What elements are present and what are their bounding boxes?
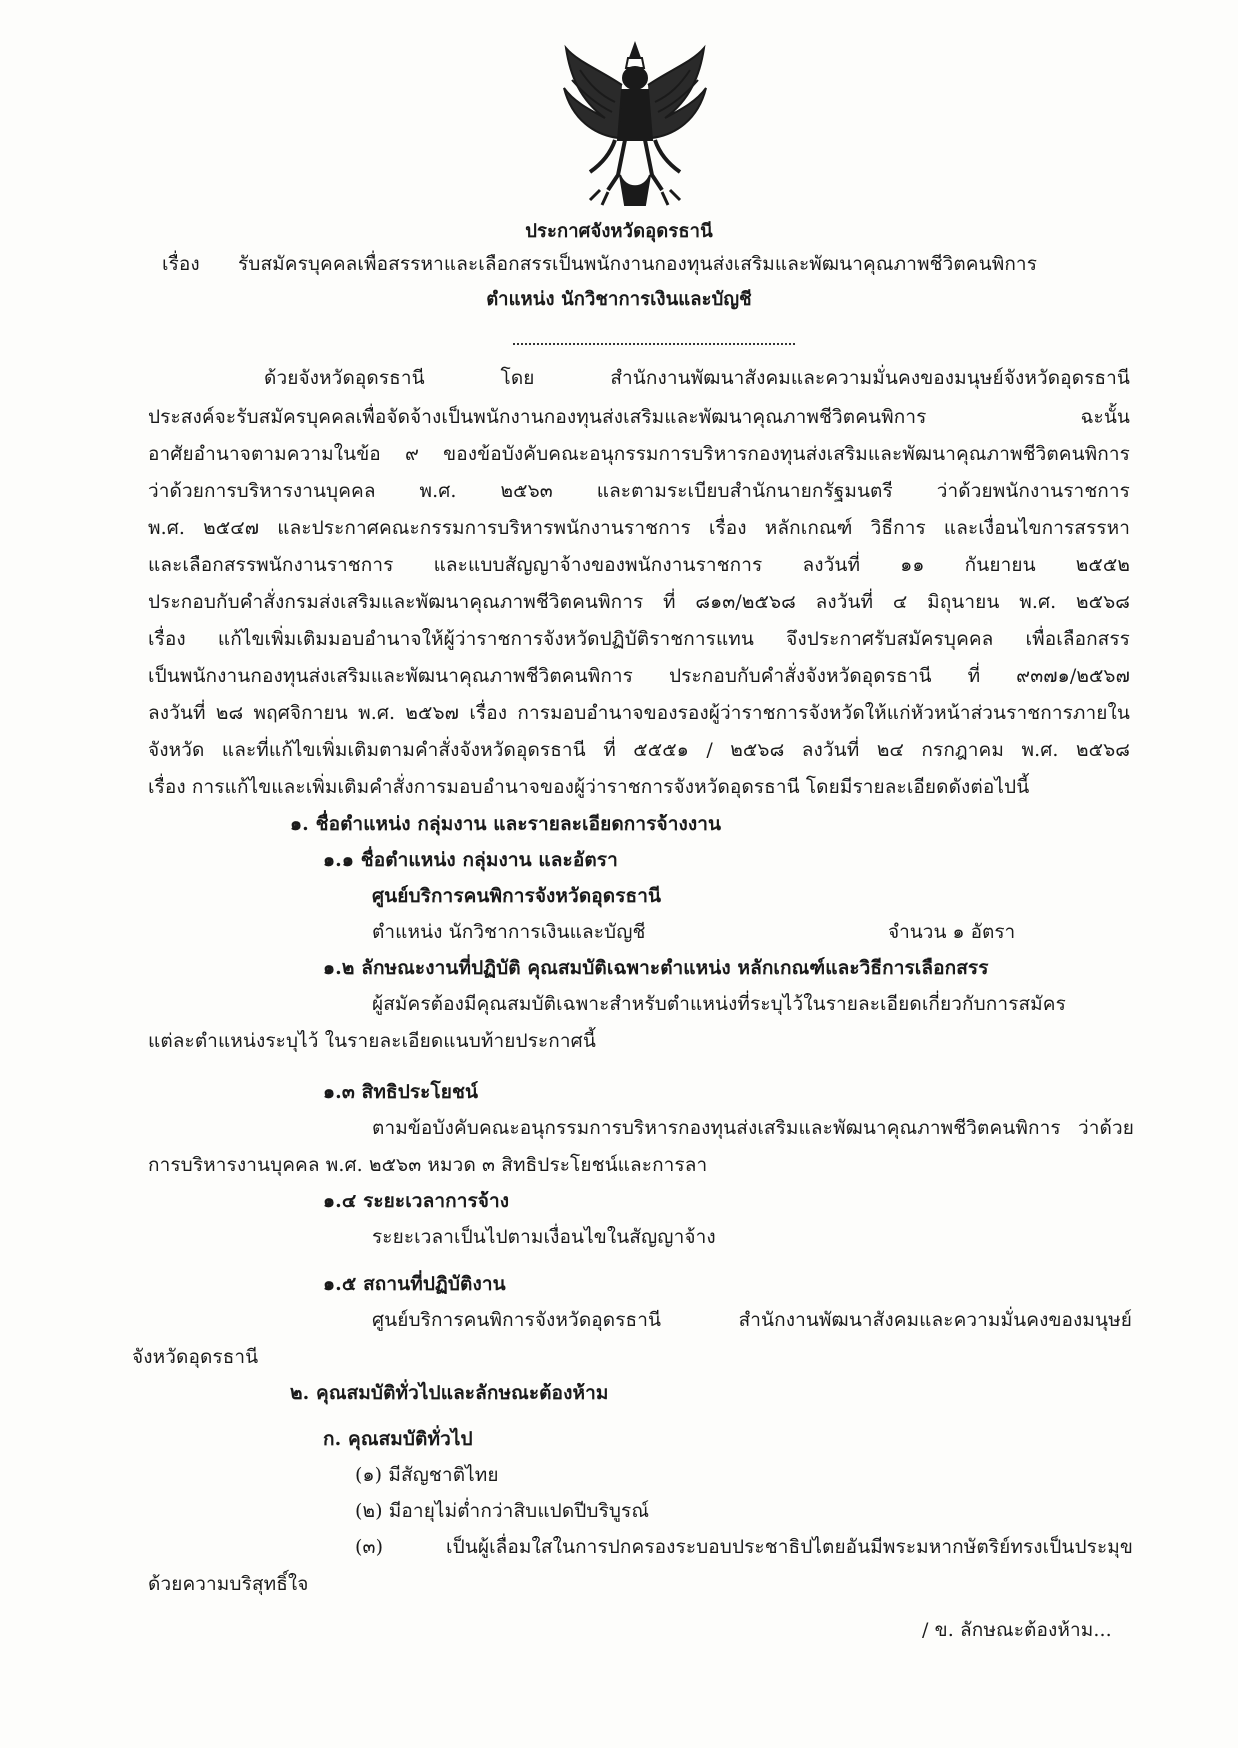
section2-a-item-2: (๒) มีอายุไม่ต่ำกว่าสิบแปดปีบริบูรณ์: [355, 1500, 650, 1522]
position-title: ตำแหน่ง นักวิชาการเงินและบัญชี: [486, 289, 752, 310]
section2-a-heading: ก. คุณสมบัติทั่วไป: [323, 1428, 473, 1450]
section1-5-line-2: จังหวัดอุดรธานี: [132, 1346, 259, 1368]
section1-1-position: ตำแหน่ง นักวิชาการเงินและบัญชี: [372, 921, 646, 943]
section1-3-heading: ๑.๓ สิทธิประโยชน์: [323, 1081, 479, 1103]
section2-a-item-1: (๑) มีสัญชาติไทย: [355, 1464, 499, 1486]
continuation-note: / ข. ลักษณะต้องห้าม...: [922, 1619, 1112, 1641]
garuda-emblem-icon: [560, 40, 710, 210]
subject-text: รับสมัครบุคคลเพื่อสรรหาและเลือกสรรเป็นพนักงานกองทุนส่งเสริมและพัฒนาคุณภาพชีวิตคนพิการ: [238, 253, 1037, 275]
intro-line-10: ลงวันที่ ๒๘ พฤศจิกายน พ.ศ. ๒๕๖๗ เรื่อง การมอบอำนาจของรองผู้ว่าราชการจังหวัดให้แก่หัวหน้าส่วนราชการภายใน: [148, 702, 1130, 724]
section1-4-line-1: ระยะเวลาเป็นไปตามเงื่อนไขในสัญญาจ้าง: [372, 1226, 716, 1248]
section1-3-line-1: ตามข้อบังคับคณะอนุกรรมการบริหารกองทุนส่งเสริมและพัฒนาคุณภาพชีวิตคนพิการ ว่าด้วย: [372, 1117, 1134, 1139]
section1-2-line-1: ผู้สมัครต้องมีคุณสมบัติเฉพาะสำหรับตำแหน่งที่ระบุไว้ในรายละเอียดเกี่ยวกับการสมัคร: [372, 993, 1066, 1015]
intro-line-5: พ.ศ. ๒๕๔๗ และประกาศคณะกรรมการบริหารพนักงานราชการ เรื่อง หลักเกณฑ์ วิธีการ และเงื่อนไขการสรรหา: [148, 517, 1130, 539]
section1-3-line-2: การบริหารงานบุคคล พ.ศ. ๒๕๖๓ หมวด ๓ สิทธิประโยชน์และการลา: [148, 1154, 708, 1176]
section1-2-line-2: แต่ละตำแหน่งระบุไว้ ในรายละเอียดแนบท้ายประกาศนี้: [148, 1030, 596, 1052]
intro-line-8: เรื่อง แก้ไขเพิ่มเติมมอบอำนาจให้ผู้ว่าราชการจังหวัดปฏิบัติราชการแทน จึงประกาศรับสมัครบุคคล เพื่อเลือกสรร: [148, 628, 1130, 650]
intro-line-11: จังหวัด และที่แก้ไขเพิ่มเติมตามคำสั่งจังหวัดอุดรธานี ที่ ๕๕๕๑ / ๒๕๖๘ ลงวันที่ ๒๔ กรกฎาคม พ.ศ. ๒๕๖๘: [148, 739, 1130, 761]
section1-4-heading: ๑.๔ ระยะเวลาการจ้าง: [323, 1190, 510, 1212]
intro-line-6: และเลือกสรรพนักงานราชการ และแบบสัญญาจ้างของพนักงานราชการ ลงวันที่ ๑๑ กันยายน ๒๕๕๒: [148, 554, 1130, 576]
section1-5-heading: ๑.๕ สถานที่ปฏิบัติงาน: [323, 1273, 506, 1295]
section1-1-unit: ศูนย์บริการคนพิการจังหวัดอุดรธานี: [372, 885, 662, 907]
subject-prefix: เรื่อง: [162, 253, 200, 275]
intro-line-3: อาศัยอำนาจตามความในข้อ ๙ ของข้อบังคับคณะอนุกรรมการบริหารกองทุนส่งเสริมและพัฒนาคุณภาพชีวิตคนพิการ: [148, 443, 1130, 465]
section1-1-heading: ๑.๑ ชื่อตำแหน่ง กลุ่มงาน และอัตรา: [323, 849, 618, 871]
intro-line-2: ประสงค์จะรับสมัครบุคคลเพื่อจัดจ้างเป็นพนักงานกองทุนส่งเสริมและพัฒนาคุณภาพชีวิตคนพิการ ฉะนั้น: [148, 406, 1130, 428]
section2-a-item-3: (๓) เป็นผู้เลื่อมใสในการปกครองระบอบประชาธิปไตยอันมีพระมหากษัตริย์ทรงเป็นประมุข: [355, 1536, 1133, 1558]
intro-line-7: ประกอบกับคำสั่งกรมส่งเสริมและพัฒนาคุณภาพชีวิตคนพิการ ที่ ๘๑๓/๒๕๖๘ ลงวันที่ ๔ มิถุนายน พ.ศ. ๒๕๖๘: [148, 591, 1130, 613]
section1-1-count: จำนวน ๑ อัตรา: [888, 921, 1016, 943]
section2-heading: ๒. คุณสมบัติทั่วไปและลักษณะต้องห้าม: [290, 1382, 609, 1404]
title-divider: [513, 343, 795, 345]
section1-5-line-1: ศูนย์บริการคนพิการจังหวัดอุดรธานี สำนักงานพัฒนาสังคมและความมั่นคงของมนุษย์: [372, 1309, 1132, 1331]
section2-a-item-3-cont: ด้วยความบริสุทธิ์ใจ: [148, 1573, 309, 1595]
intro-line-9: เป็นพนักงานกองทุนส่งเสริมและพัฒนาคุณภาพชีวิตคนพิการ ประกอบกับคำสั่งจังหวัดอุดรธานี ที่ ๙๓๗๑/๒๕๖๗: [148, 665, 1130, 687]
intro-line-12: เรื่อง การแก้ไขและเพิ่มเติมคำสั่งการมอบอำนาจของผู้ว่าราชการจังหวัดอุดรธานี โดยมีรายละเอียดดังต่อไปนี้: [148, 776, 1030, 798]
intro-line-4: ว่าด้วยการบริหารงานบุคคล พ.ศ. ๒๕๖๓ และตามระเบียบสำนักนายกรัฐมนตรี ว่าด้วยพนักงานราชการ: [148, 480, 1130, 502]
section1-2-heading: ๑.๒ ลักษณะงานที่ปฏิบัติ คุณสมบัติเฉพาะตำแหน่ง หลักเกณฑ์และวิธีการเลือกสรร: [323, 957, 989, 979]
intro-line-1: ด้วยจังหวัดอุดรธานี โดย สำนักงานพัฒนาสังคมและความมั่นคงของมนุษย์จังหวัดอุดรธานี: [264, 367, 1130, 389]
section1-heading: ๑. ชื่อตำแหน่ง กลุ่มงาน และรายละเอียดการจ้างงาน: [290, 813, 722, 835]
document-title: ประกาศจังหวัดอุดรธานี: [525, 221, 713, 242]
